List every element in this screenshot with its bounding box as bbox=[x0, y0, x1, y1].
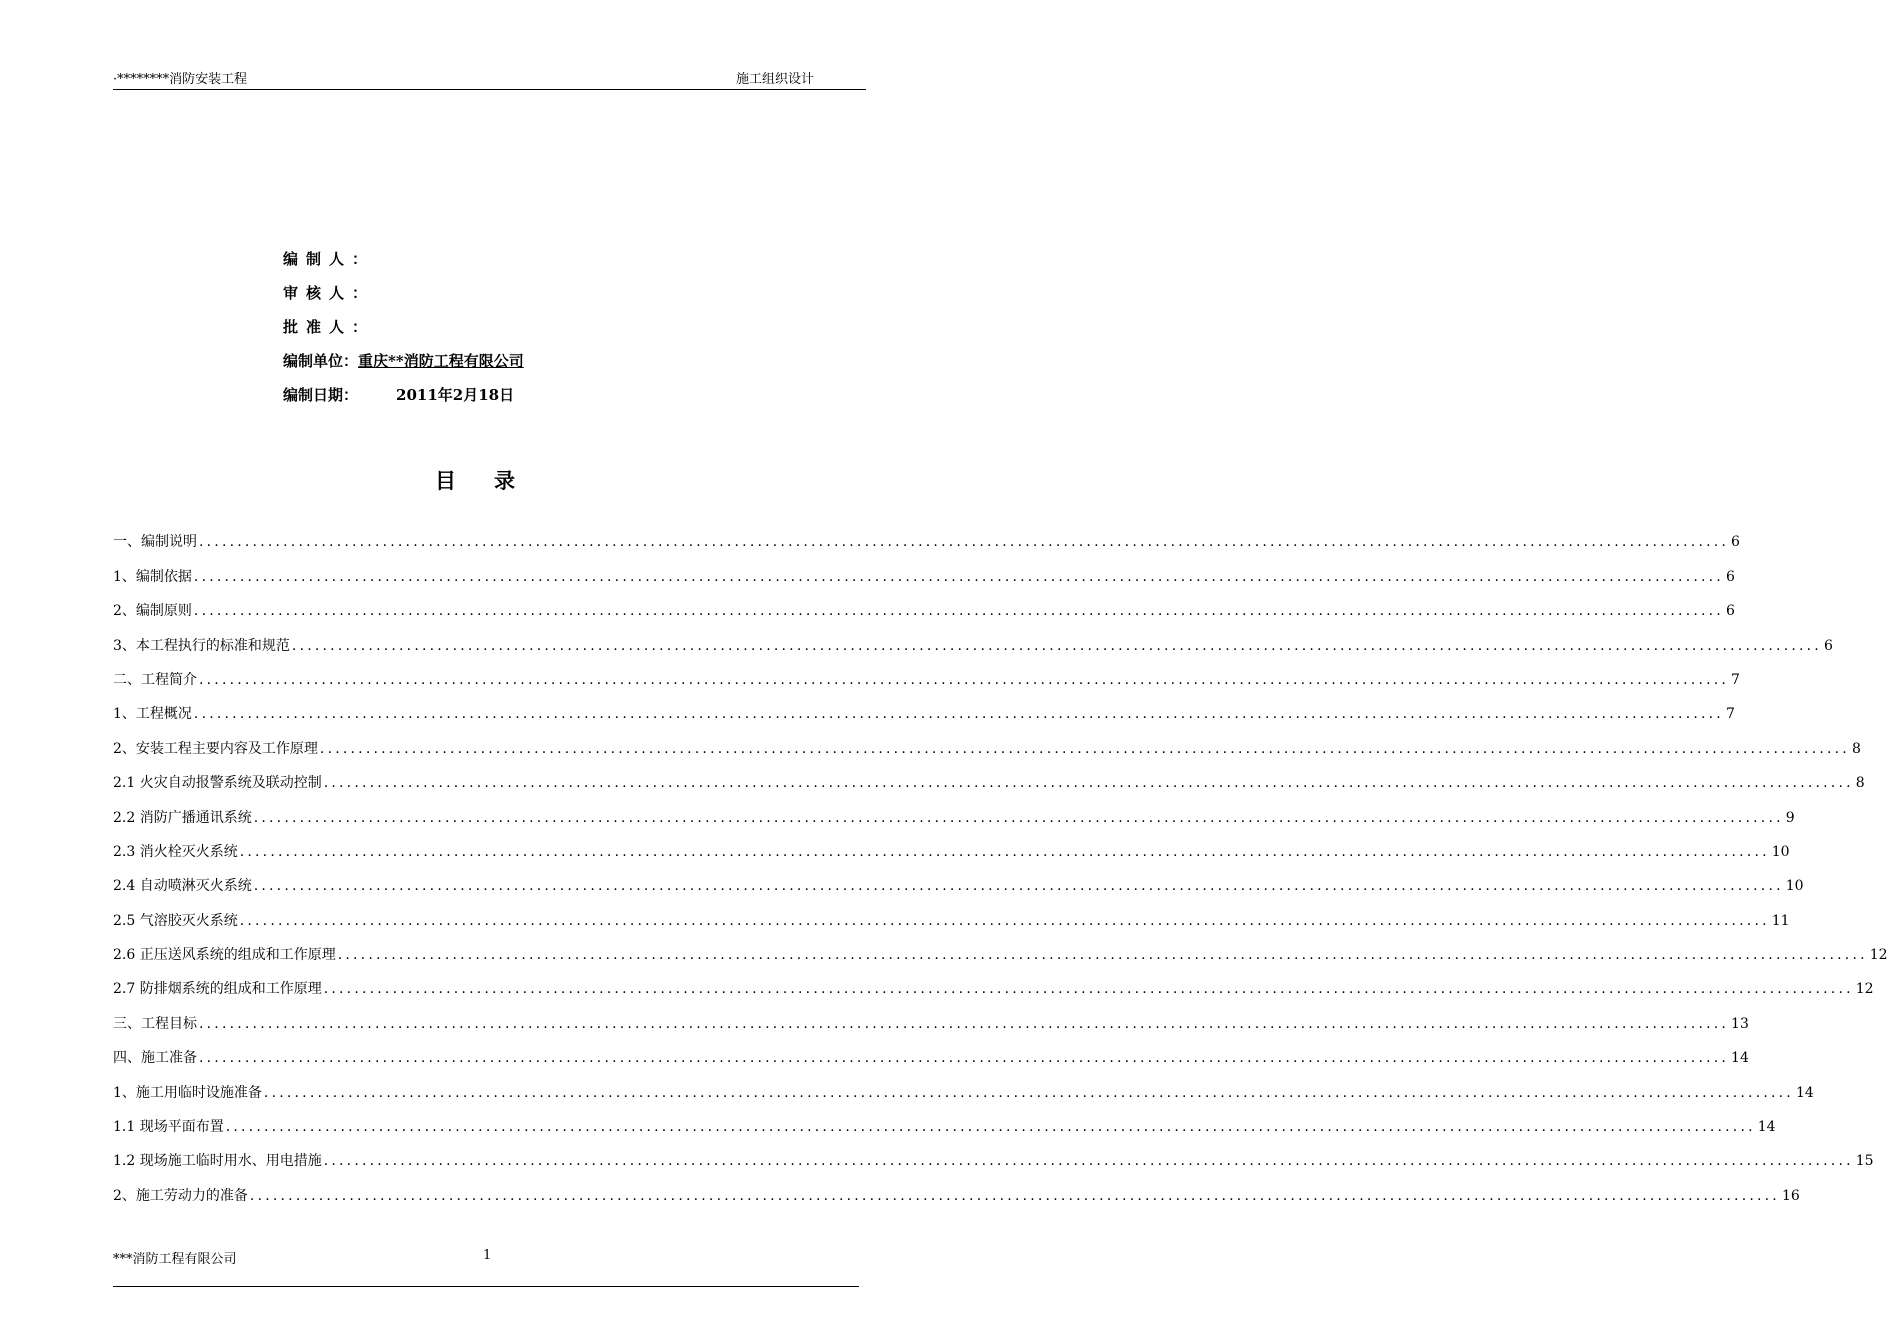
toc-entry[interactable] bbox=[113, 1137, 1874, 1171]
date-row bbox=[283, 384, 524, 418]
approver-row bbox=[283, 316, 524, 350]
page-header bbox=[113, 70, 866, 90]
toc-entry[interactable] bbox=[113, 759, 1865, 793]
toc-entry-page: 6 bbox=[1823, 637, 1833, 654]
toc-entry[interactable] bbox=[113, 999, 1749, 1033]
toc-entry-page: 10 bbox=[1771, 843, 1790, 860]
approver-label: 批准人： bbox=[283, 318, 376, 336]
toc-entry[interactable] bbox=[113, 621, 1833, 655]
toc-entry[interactable] bbox=[113, 724, 1861, 758]
toc-entry-page: 6 bbox=[1725, 603, 1735, 620]
toc-dot-leader: ........................................................................................................................................................................................................ bbox=[319, 740, 1850, 757]
toc-dot-leader: ........................................................................................................................................................................................................ bbox=[239, 912, 1770, 929]
toc-entry-text: 2.7 防排烟系统的组成和工作原理 bbox=[113, 981, 322, 998]
toc-entry[interactable] bbox=[113, 1068, 1814, 1102]
toc-dot-leader: ........................................................................................................................................................................................................ bbox=[253, 878, 1784, 895]
date-label: 编制日期： bbox=[283, 386, 359, 404]
toc-entry-text: 四、施工准备 bbox=[113, 1050, 197, 1067]
toc-entry[interactable] bbox=[113, 1034, 1749, 1068]
toc-entry-page: 11 bbox=[1771, 912, 1790, 929]
toc-entry-text: 2、安装工程主要内容及工作原理 bbox=[113, 740, 318, 757]
reviewer-row bbox=[283, 282, 524, 316]
toc-entry-page: 10 bbox=[1785, 878, 1804, 895]
toc-entry-text: 三、工程目标 bbox=[113, 1015, 197, 1032]
toc-entry[interactable] bbox=[113, 518, 1740, 552]
toc-entry-page: 13 bbox=[1731, 1015, 1749, 1032]
toc-entry[interactable] bbox=[113, 828, 1790, 862]
toc-dot-leader: ........................................................................................................................................................................................................ bbox=[263, 1084, 1794, 1101]
reviewer-label: 审核人： bbox=[283, 284, 376, 302]
toc-entry-text: 2.5 气溶胶灭火系统 bbox=[113, 912, 238, 929]
toc-entry[interactable] bbox=[113, 1171, 1800, 1205]
header-doc-type: 施工组织设计 bbox=[735, 72, 814, 87]
toc-dot-leader: ........................................................................................................................................................................................................ bbox=[249, 1187, 1780, 1204]
toc-entry-page: 9 bbox=[1785, 809, 1795, 826]
toc-entry-text: 1.1 现场平面布置 bbox=[113, 1119, 224, 1136]
toc-entry-page: 14 bbox=[1731, 1050, 1749, 1067]
toc-entry-text: 2.4 自动喷淋灭火系统 bbox=[113, 878, 252, 895]
toc-entry-text: 1、工程概况 bbox=[113, 706, 192, 723]
toc-dot-leader: ........................................................................................................................................................................................................ bbox=[323, 775, 1854, 792]
toc-dot-leader: ........................................................................................................................................................................................................ bbox=[291, 637, 1822, 654]
toc-dot-leader: ........................................................................................................................................................................................................ bbox=[199, 1050, 1730, 1067]
toc-entry[interactable] bbox=[113, 965, 1874, 999]
unit-label: 编制单位： bbox=[283, 352, 359, 370]
toc-entry[interactable] bbox=[113, 552, 1735, 586]
toc-entry[interactable] bbox=[113, 690, 1735, 724]
toc-dot-leader: ........................................................................................................................................................................................................ bbox=[323, 981, 1854, 998]
toc-entry-text: 一、编制说明 bbox=[113, 534, 197, 551]
toc-dot-leader: ........................................................................................................................................................................................................ bbox=[199, 1015, 1730, 1032]
toc-entry-page: 7 bbox=[1725, 706, 1735, 723]
toc-entry-page: 16 bbox=[1781, 1187, 1800, 1204]
toc-entry-text: 2.1 火灾自动报警系统及联动控制 bbox=[113, 775, 322, 792]
toc-entry-page: 8 bbox=[1855, 775, 1865, 792]
date-value: 2011年2月18日 bbox=[396, 386, 515, 404]
document-info bbox=[283, 248, 524, 418]
toc-dot-leader: ........................................................................................................................................................................................................ bbox=[199, 671, 1730, 688]
toc-entry-page: 14 bbox=[1757, 1119, 1776, 1136]
toc-entry-page: 7 bbox=[1731, 671, 1740, 688]
toc-entry[interactable] bbox=[113, 931, 1888, 965]
toc-entry[interactable] bbox=[113, 862, 1804, 896]
toc-dot-leader: ........................................................................................................................................................................................................ bbox=[225, 1119, 1756, 1136]
table-of-contents bbox=[113, 518, 1888, 1206]
unit-value: 重庆**消防工程有限公司 bbox=[358, 352, 524, 370]
toc-entry-page: 12 bbox=[1869, 947, 1888, 964]
toc-dot-leader: ........................................................................................................................................................................................................ bbox=[193, 603, 1724, 620]
toc-dot-leader: ........................................................................................................................................................................................................ bbox=[323, 1153, 1854, 1170]
header-project-name: ·********消防安装工程 bbox=[113, 72, 248, 87]
toc-title: 目录 bbox=[435, 468, 553, 493]
toc-entry-text: 3、本工程执行的标准和规范 bbox=[113, 637, 290, 654]
toc-entry-page: 14 bbox=[1795, 1084, 1814, 1101]
toc-entry-text: 1、编制依据 bbox=[113, 568, 192, 585]
toc-entry-page: 6 bbox=[1731, 534, 1740, 551]
toc-entry-text: 2、施工劳动力的准备 bbox=[113, 1187, 248, 1204]
toc-dot-leader: ........................................................................................................................................................................................................ bbox=[337, 947, 1868, 964]
toc-dot-leader: ........................................................................................................................................................................................................ bbox=[199, 534, 1730, 551]
footer-company: ***消防工程有限公司 bbox=[113, 1252, 237, 1267]
toc-entry-text: 1.2 现场施工临时用水、用电措施 bbox=[113, 1153, 322, 1170]
toc-entry-text: 2.3 消火栓灭火系统 bbox=[113, 843, 238, 860]
page-footer bbox=[113, 1248, 859, 1287]
toc-entry[interactable] bbox=[113, 656, 1740, 690]
compiler-label: 编制人： bbox=[283, 250, 376, 268]
toc-entry[interactable] bbox=[113, 793, 1795, 827]
toc-entry-text: 2、编制原则 bbox=[113, 603, 192, 620]
toc-entry-page: 12 bbox=[1855, 981, 1874, 998]
toc-entry-page: 6 bbox=[1725, 568, 1735, 585]
toc-dot-leader: ........................................................................................................................................................................................................ bbox=[193, 568, 1724, 585]
toc-entry[interactable] bbox=[113, 1103, 1776, 1137]
toc-entry-page: 15 bbox=[1855, 1153, 1874, 1170]
toc-dot-leader: ........................................................................................................................................................................................................ bbox=[253, 809, 1784, 826]
compiler-row bbox=[283, 248, 524, 282]
toc-entry-text: 二、工程简介 bbox=[113, 671, 197, 688]
toc-entry-text: 2.2 消防广播通讯系统 bbox=[113, 809, 252, 826]
toc-entry-text: 1、施工用临时设施准备 bbox=[113, 1084, 262, 1101]
toc-entry[interactable] bbox=[113, 587, 1735, 621]
toc-entry-page: 8 bbox=[1851, 740, 1861, 757]
toc-dot-leader: ........................................................................................................................................................................................................ bbox=[239, 843, 1770, 860]
unit-row bbox=[283, 350, 524, 384]
toc-dot-leader: ........................................................................................................................................................................................................ bbox=[193, 706, 1724, 723]
toc-entry[interactable] bbox=[113, 896, 1790, 930]
toc-entry-text: 2.6 正压送风系统的组成和工作原理 bbox=[113, 947, 336, 964]
footer-page-number: 1 bbox=[483, 1248, 492, 1263]
